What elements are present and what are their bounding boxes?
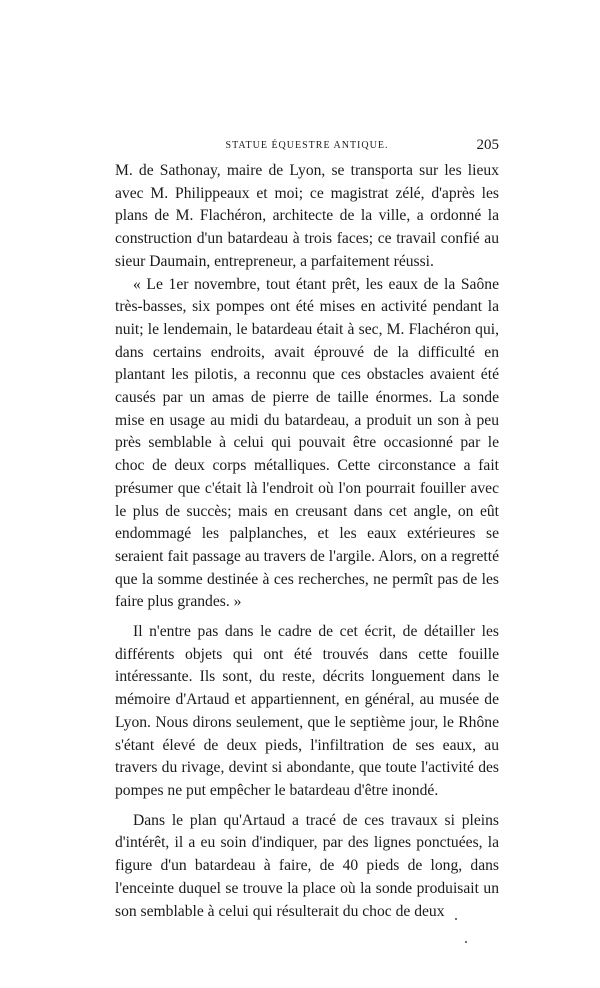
- paragraph-1: M. de Sathonay, maire de Lyon, se transporta sur les lieux avec M. Philippeaux et moi; ce magistrat zélé, d'après les plans de M. Flachéron, architecte de la ville, a ordonné la construction d'un batardeau à trois faces; ce travail confié au sieur Daumain, entrepreneur, a parfaitement réussi.: [115, 162, 499, 270]
- speck-mark: [465, 941, 467, 943]
- paragraph-2: « Le 1er novembre, tout étant prêt, les eaux de la Saône très-basses, six pompes ont été mises en activité pendant la nuit; le lendemain, le batardeau était à sec, M. Flachéron qui, dans certains endroits, avait éprouvé de la difficulté en plantant les pilotis, a reconnu que ces obstacles avaient été causés par un amas de pierre de taille énormes. La sonde mise en usage au midi du batardeau, a produit un son à peu près semblable à celui qui pouvait être occasionné par le choc de deux corps métalliques. Cette circonstance a fait présumer que c'était là l'endroit où l'on pourrait fouiller avec le plus de succès; mais en creusant dans cet angle, on eût endommagé les palplanches, et les eaux extérieures se seraient fait passage au travers de l'argile. Alors, on a regretté que la somme destinée à ces recherches, ne permît pas de les faire plus grandes. »: [115, 275, 499, 611]
- speck-mark: [455, 918, 457, 920]
- body-text: [115, 160, 499, 923]
- paragraph-4: Dans le plan qu'Artaud a tracé de ces travaux si pleins d'intérêt, il a eu soin d'indiquer, par des lignes ponctuées, la figure d'un batardeau à faire, de 40 pieds de long, dans l'enceinte duquel se trouve la place où la sonde produisait un son semblable à celui qui résulterait du choc de deux: [115, 811, 499, 920]
- running-title: STATUE ÉQUESTRE ANTIQUE.: [225, 140, 389, 151]
- page-header: [115, 137, 499, 155]
- paragraph-3: Il n'entre pas dans le cadre de cet écrit, de détailler les différents objets qui ont été trouvés dans cette fouille intéressante. Ils sont, du reste, décrits longuement dans le mémoire d'Artaud et appartiennent, en général, au musée de Lyon. Nous dirons seulement, que le septième jour, le Rhône s'étant élevé de deux pieds, l'infiltration de ses eaux, au travers du rivage, devint si abondante, que toute l'activité des pompes ne put empêcher le batardeau d'être inondé.: [115, 623, 499, 799]
- page-number: 205: [476, 137, 499, 153]
